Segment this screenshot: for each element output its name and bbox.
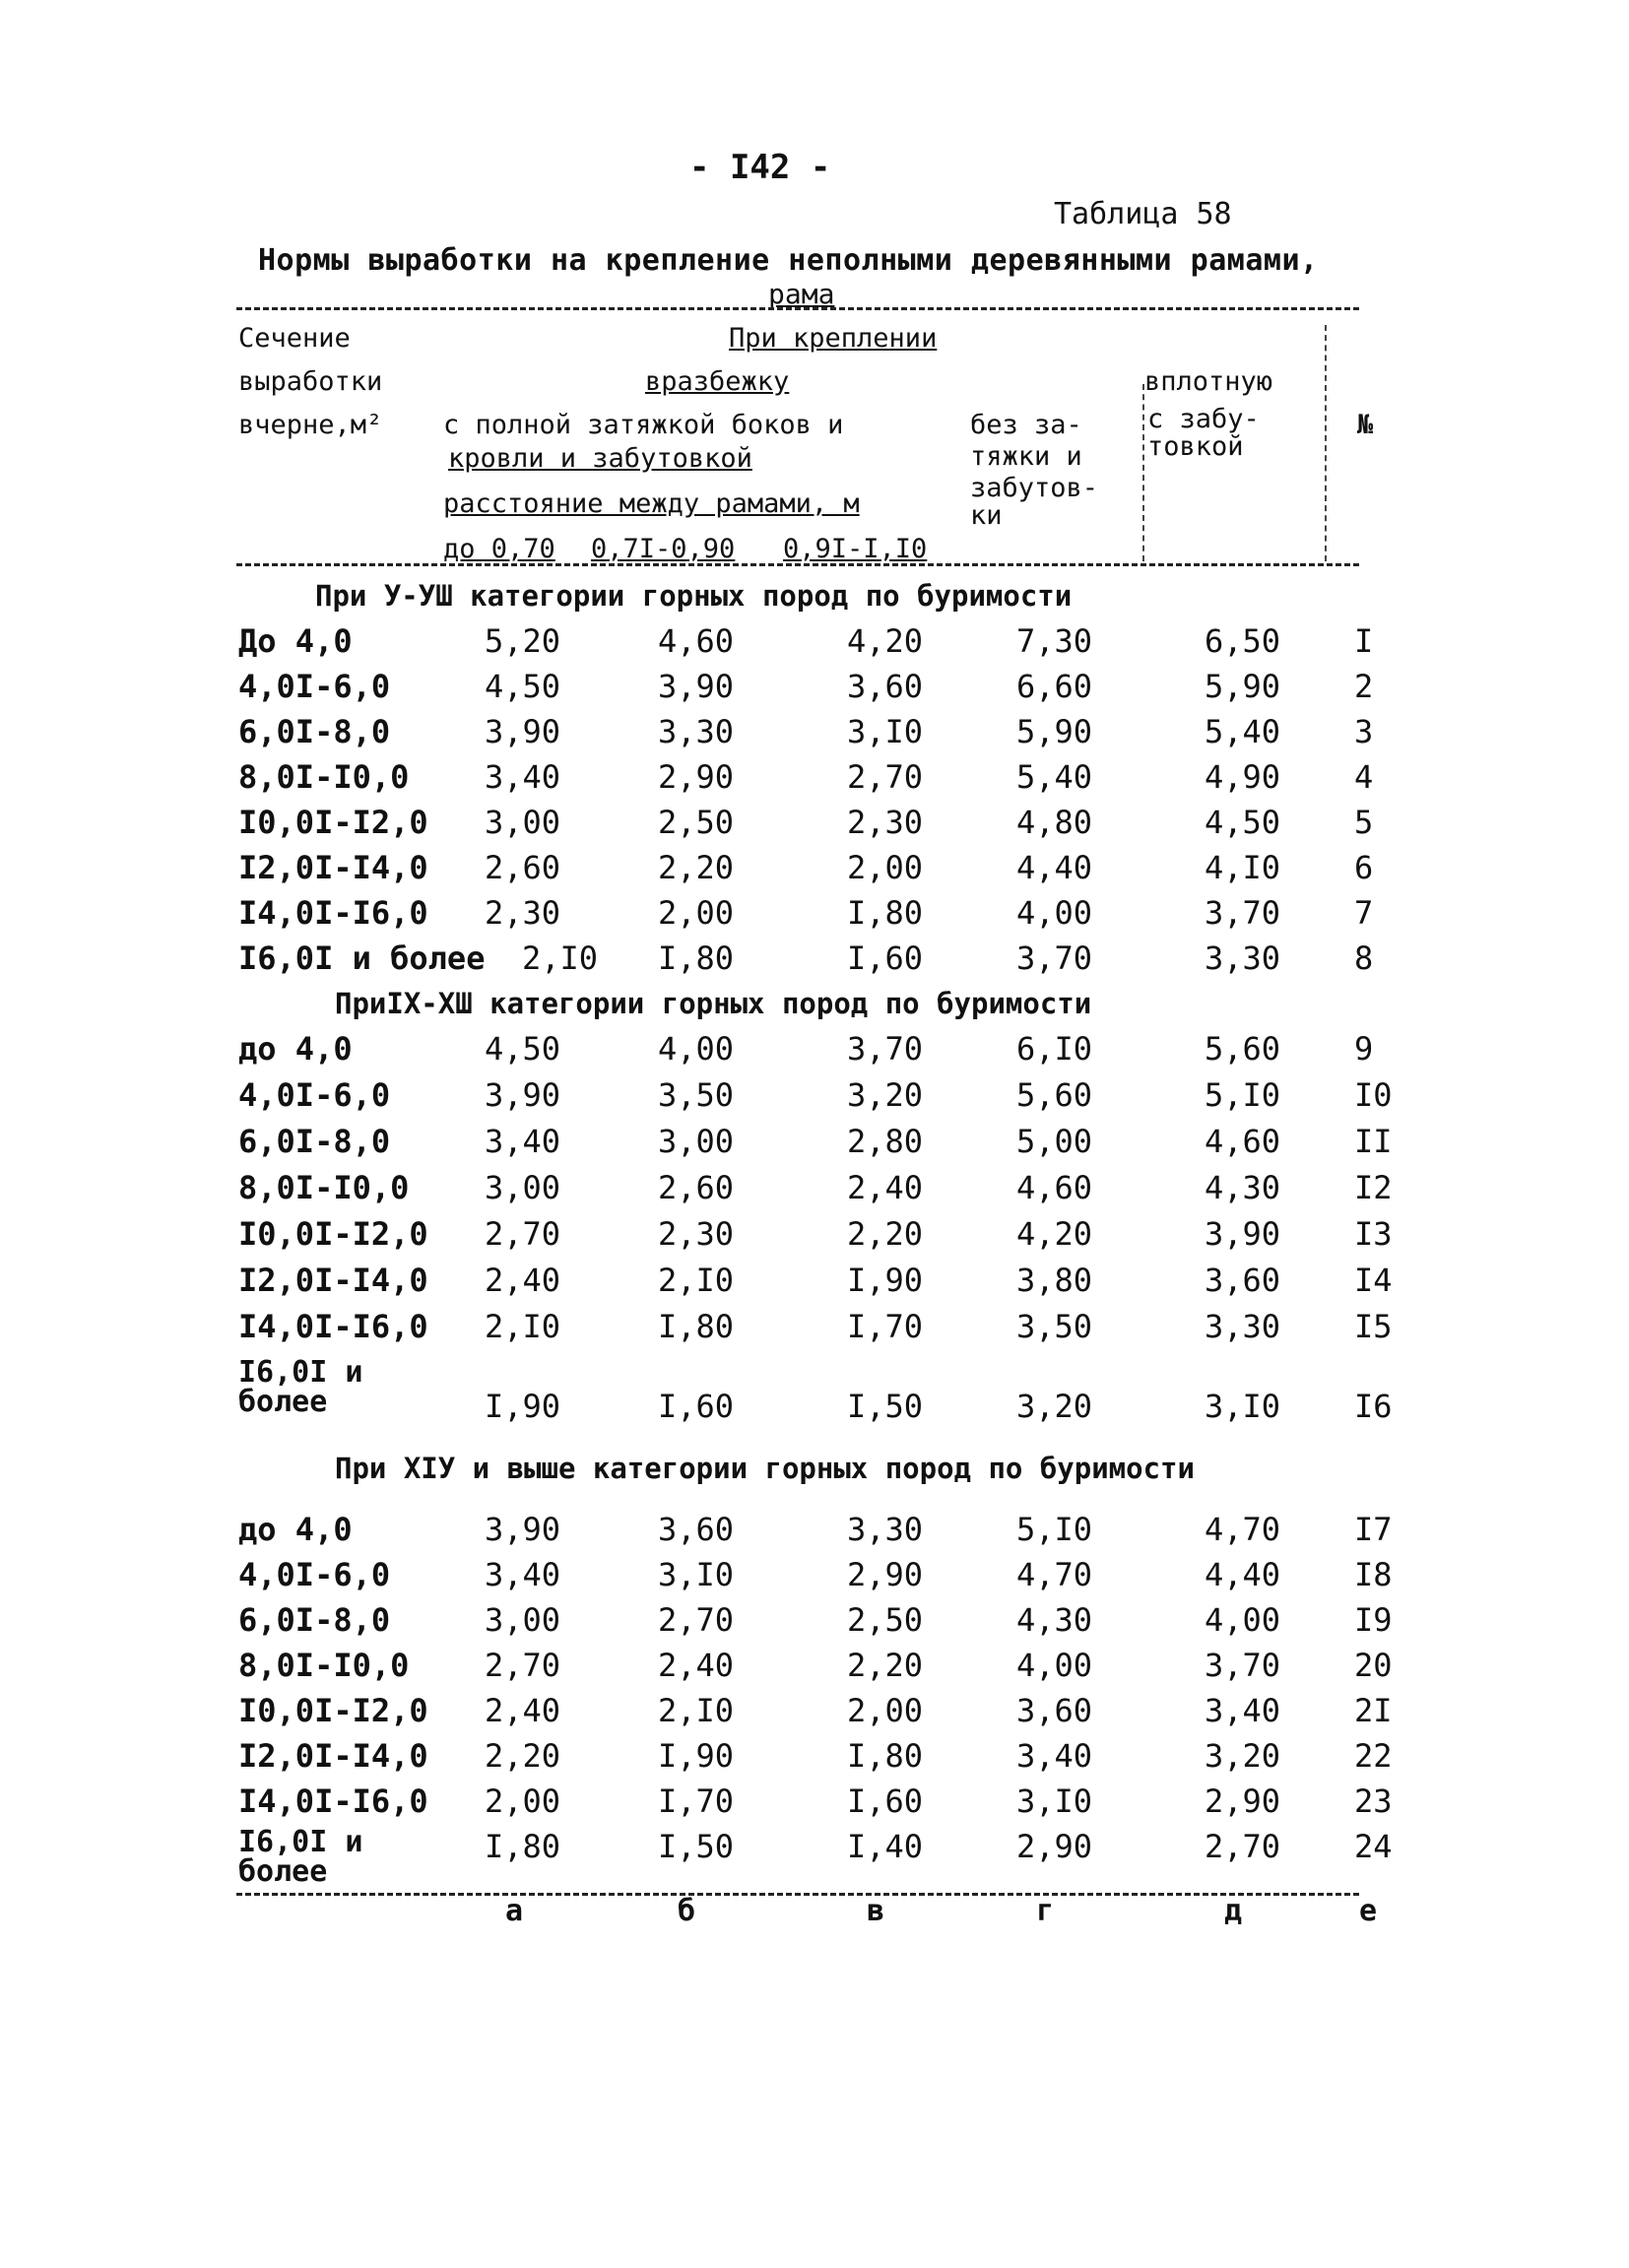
table-row: I4,0I-I6,0 2,I0 I,80 I,70 3,50 3,30 I5	[238, 1308, 1393, 1345]
table-row: 8,0I-I0,0 3,00 2,60 2,40 4,60 4,30 I2	[238, 1169, 1393, 1206]
table-row: 4,0I-6,0 3,40 3,I0 2,90 4,70 4,40 I8	[238, 1556, 1393, 1593]
footer-letter-v: в	[867, 1894, 885, 1928]
header-range-2: 0,7I-0,90	[591, 534, 736, 564]
footer-letter-b: б	[678, 1894, 696, 1928]
header-bez-zatyazhki-3: забутов-	[970, 473, 1099, 503]
table-row: I0,0I-I2,0 2,40 2,I0 2,00 3,60 3,40 2I	[238, 1692, 1393, 1729]
table-row: 8,0I-I0,0 3,40 2,90 2,70 5,40 4,90 4	[238, 758, 1374, 796]
table-row: 4,0I-6,0 3,90 3,50 3,20 5,60 5,I0 I0	[238, 1076, 1393, 1114]
header-rasstoyanie: расстояние между рамами, м	[443, 488, 860, 519]
table-row: I4,0I-I6,0 2,30 2,00 I,80 4,00 3,70 7	[238, 894, 1374, 932]
header-col0-line3: вчерне,м²	[238, 410, 383, 440]
table-row: 6,0I-8,0 3,00 2,70 2,50 4,30 4,00 I9	[238, 1601, 1393, 1639]
table-row: I0,0I-I2,0 3,00 2,50 2,30 4,80 4,50 5	[238, 804, 1374, 841]
table-row: I6,0I и более I,90 I,60 I,50 3,20 3,I0 I6	[238, 1355, 1393, 1425]
table-row: I2,0I-I4,0 2,20 I,90 I,80 3,40 3,20 22	[238, 1737, 1393, 1775]
page-number: - I42 -	[689, 148, 831, 187]
header-s-polnoy: с полной затяжкой боков и	[443, 410, 844, 440]
footer-letter-d: д	[1224, 1894, 1243, 1928]
section-1-label: При У-УШ категории горных пород по буримости	[315, 579, 1073, 613]
header-range-1: до 0,70	[443, 534, 555, 564]
header-bez-zatyazhki-4: ки	[970, 500, 1003, 531]
footer-rule	[236, 1893, 1359, 1896]
footer-letter-a: а	[505, 1894, 524, 1928]
header-number-col: №	[1357, 410, 1374, 440]
table-row: 8,0I-I0,0 2,70 2,40 2,20 4,00 3,70 20	[238, 1647, 1393, 1684]
table-label: Таблица 58	[1054, 197, 1232, 231]
footer-letter-e: е	[1359, 1894, 1378, 1928]
table-title: Нормы выработки на крепление неполными деревянными рамами,	[258, 243, 1319, 278]
header-pri-kreplenii: При креплении	[729, 323, 938, 354]
header-vertical-rule	[1142, 384, 1144, 561]
table-row: I6,0I и более 2,I0 I,80 I,60 3,70 3,30 8	[238, 940, 1374, 977]
header-col0-line2: выработки	[238, 366, 383, 397]
table-row: До 4,0 5,20 4,60 4,20 7,30 6,50 I	[238, 622, 1374, 660]
header-vsploshnuyu: вплотную	[1144, 366, 1273, 397]
header-vrazbezhku: вразбежку	[645, 366, 790, 397]
table-row: до 4,0 4,50 4,00 3,70 6,I0 5,60 9	[238, 1030, 1374, 1068]
table-row: до 4,0 3,90 3,60 3,30 5,I0 4,70 I7	[238, 1511, 1393, 1548]
header-col0-line1: Сечение	[238, 323, 351, 354]
header-top-rule	[236, 307, 1359, 310]
table-row: I6,0I и более I,80 I,50 I,40 2,90 2,70 24	[238, 1825, 1393, 1889]
section-2-label: ПриIX-XШ категории горных пород по буримости	[335, 987, 1092, 1020]
table-row: I2,0I-I4,0 2,60 2,20 2,00 4,40 4,I0 6	[238, 849, 1374, 886]
table-unit: рама	[768, 278, 835, 310]
table-row: I4,0I-I6,0 2,00 I,70 I,60 3,I0 2,90 23	[238, 1782, 1393, 1820]
table-row: 4,0I-6,0 4,50 3,90 3,60 6,60 5,90 2	[238, 668, 1374, 705]
table-row: 6,0I-8,0 3,40 3,00 2,80 5,00 4,60 II	[238, 1123, 1393, 1160]
header-krovli: кровли и забутовкой	[448, 443, 752, 474]
section-3-label: При XIУ и выше категории горных пород по буримости	[335, 1452, 1195, 1485]
header-s-zabutovkoy-1: с забу-	[1147, 404, 1260, 434]
header-bez-zatyazhki-1: без за-	[970, 410, 1082, 440]
table-row: 6,0I-8,0 3,90 3,30 3,I0 5,90 5,40 3	[238, 713, 1374, 750]
header-vertical-rule-right	[1325, 325, 1327, 561]
footer-letter-g: г	[1036, 1894, 1055, 1928]
header-bez-zatyazhki-2: тяжки и	[970, 441, 1082, 472]
table-row: I0,0I-I2,0 2,70 2,30 2,20 4,20 3,90 I3	[238, 1215, 1393, 1253]
header-range-3: 0,9I-I,I0	[783, 534, 928, 564]
header-s-zabutovkoy-2: товкой	[1147, 431, 1244, 462]
table-row: I2,0I-I4,0 2,40 2,I0 I,90 3,80 3,60 I4	[238, 1262, 1393, 1299]
